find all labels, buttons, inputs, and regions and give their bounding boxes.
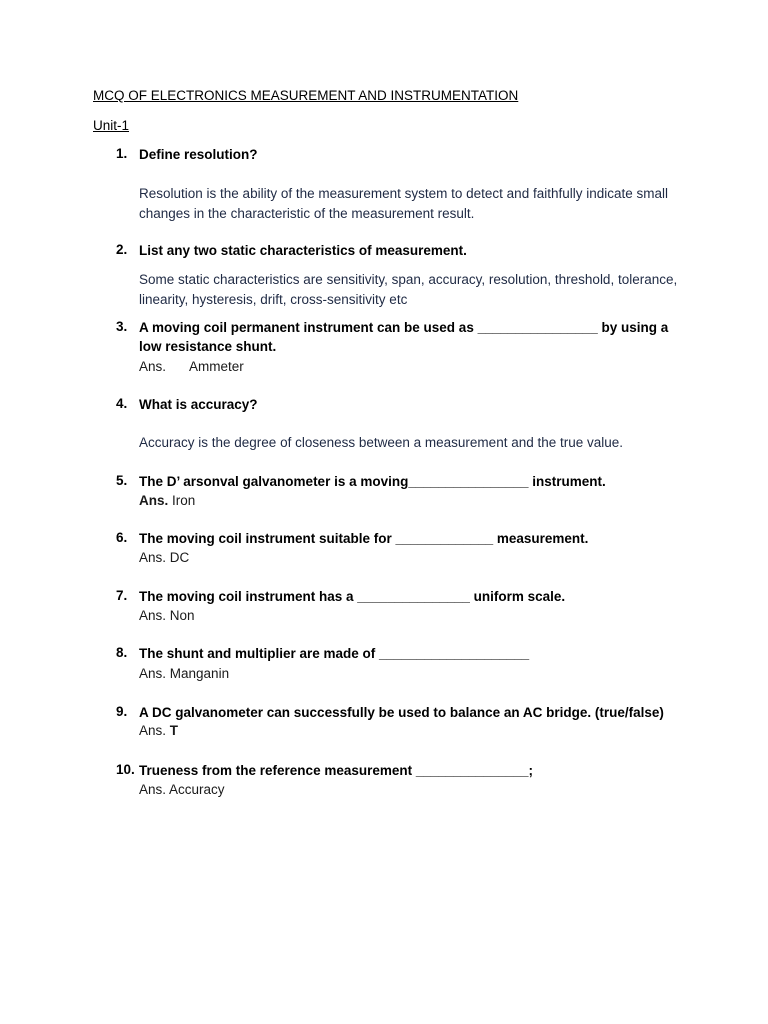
answer-text: Some static characteristics are sensitivity, span, accuracy, resolution, threshold, tolerance, linearity, hysteresis, drift, cross-sensitivity etc [139,272,678,307]
question-number: 2. [116,242,128,257]
question-text: Trueness from the reference measurement _______________; [139,763,533,778]
answer-line [139,606,684,626]
answer-value: Non [169,608,195,623]
question-number: 3. [116,319,128,334]
question-text: A DC galvanometer can successfully be used to balance an AC bridge. (true/false) [139,705,664,720]
question-text: The shunt and multiplier are made of ____________________ [139,646,530,661]
unit-heading: Unit-1 [93,118,130,133]
question-text: A moving coil permanent instrument can be used as ________________ by using a low resistance shunt. [139,320,669,354]
answer-label: Ans. [139,493,169,508]
answer-text: Resolution is the ability of the measurement system to detect and faithfully indicate small changes in the characteristic of the measurement result. [139,186,669,221]
answer-label: Ans. [139,359,167,374]
question-text: The D’ arsonval galvanometer is a moving________________ instrument. [139,474,606,489]
answer-value: DC [169,550,190,565]
question-number: 8. [116,645,128,660]
answer-text: Accuracy is the degree of closeness between a measurement and the true value. [139,435,624,450]
answer-value: Manganin [169,666,230,681]
answer-line [139,491,684,511]
question-text: The moving coil instrument has a _______________ uniform scale. [139,589,566,604]
question-number: 9. [116,704,128,719]
answer-label: Ans. [139,550,167,565]
answer-label: Ans. [139,666,167,681]
question-number: 5. [116,473,128,488]
question-number: 6. [116,530,128,545]
question-text: What is accuracy? [139,397,258,412]
answer-value: Accuracy [169,782,225,797]
answer-line [139,548,684,568]
answer-line [139,721,684,741]
answer-line [139,664,684,684]
document-title: MCQ OF ELECTRONICS MEASUREMENT AND INSTRUMENTATION [93,88,519,103]
answer-label: Ans. [139,723,167,738]
question-text: The moving coil instrument suitable for _____________ measurement. [139,531,589,546]
answer-value: Iron [172,493,196,508]
question-text: List any two static characteristics of measurement. [139,243,467,258]
question-number: 7. [116,588,128,603]
question-number: 10. [116,762,135,777]
answer-label: Ans. [139,782,167,797]
question-text: Define resolution? [139,147,258,162]
question-number: 1. [116,146,128,161]
answer-value: T [169,723,179,738]
question-number: 4. [116,396,128,411]
answer-line [139,780,684,800]
answer-value: Ammeter [189,359,244,374]
answer-label: Ans. [139,608,167,623]
answer-line [139,357,684,377]
